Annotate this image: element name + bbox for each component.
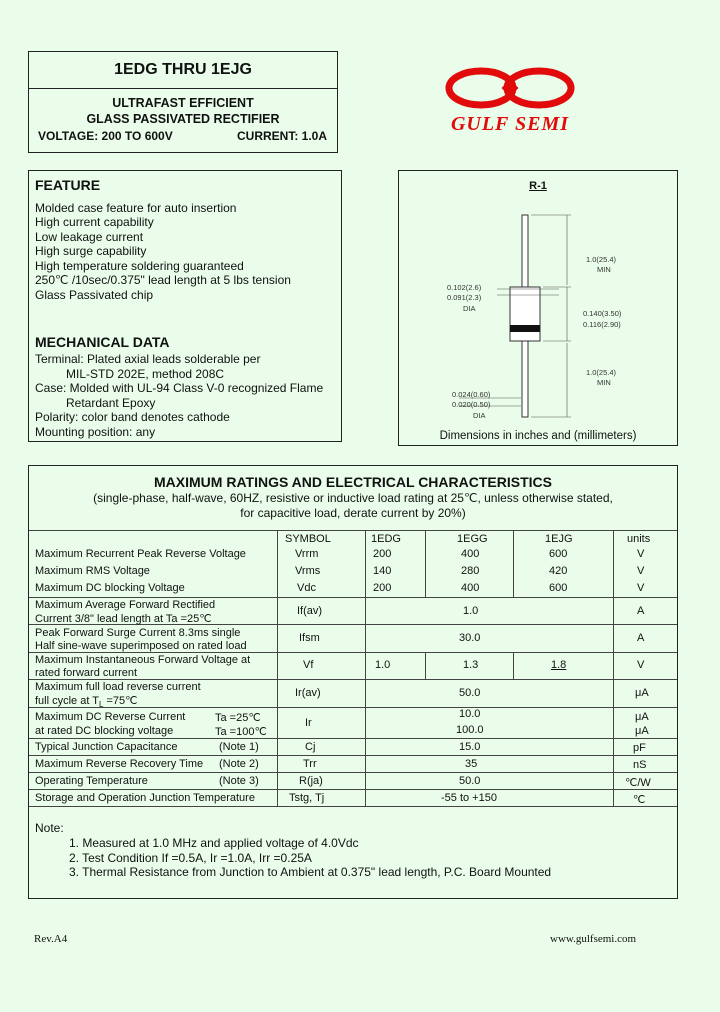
value-vrms-1ejg: 420 [549, 565, 568, 577]
value-ir-25c: 10.0 [459, 708, 481, 720]
cond-ir-2: Ta =100℃ [215, 726, 267, 738]
param-rja: Operating Temperature [35, 775, 148, 787]
value-vrrm-1egg: 400 [461, 548, 480, 560]
value-vrms-1edg: 140 [373, 565, 392, 577]
note-trr: (Note 2) [219, 758, 259, 770]
value-trr: 35 [465, 758, 478, 770]
feature-item: Low leakage current [35, 230, 144, 244]
value-vf-1egg: 1.3 [463, 659, 479, 671]
note-item: 1. Measured at 1.0 MHz and applied voltage of 4.0Vdc [69, 836, 359, 850]
lead-dia-min: 0.020(0.50) [452, 400, 491, 409]
param-vrms: Maximum RMS Voltage [35, 565, 150, 577]
lead-dia-max: 0.024(0.60) [452, 390, 491, 399]
value-ir-100c: 100.0 [456, 724, 484, 736]
symbol-tstg: Tstg, Tj [289, 792, 325, 804]
symbol-trr: Trr [303, 758, 317, 770]
mechanical-item: Case: Molded with UL-94 Class V-0 recognized Flame [35, 381, 324, 395]
symbol-cj: Cj [305, 741, 316, 753]
value-vrms-1egg: 280 [461, 565, 480, 577]
param-tstg: Storage and Operation Junction Temperature [35, 792, 255, 804]
header-1egg: 1EGG [457, 533, 488, 545]
note-item: 2. Test Condition If =0.5A, Ir =1.0A, Irr =0.25A [69, 851, 312, 865]
note-cj: (Note 1) [219, 741, 259, 753]
value-vf-1ejg: 1.8 [551, 659, 567, 671]
feature-panel [28, 170, 342, 442]
note-item: 3. Thermal Resistance from Junction to Ambient at 0.375" lead length, P.C. Board Mounted [69, 865, 552, 879]
param-irav-2: full cycle at $T_L$ =75℃ [35, 695, 138, 710]
feature-title: FEATURE [35, 177, 101, 193]
lead-top-length: 1.0(25.4) [586, 255, 617, 264]
value-vdc-1egg: 400 [461, 582, 480, 594]
param-vf-2: rated forward current [35, 667, 138, 679]
param-ir-2: at rated DC blocking voltage [35, 725, 174, 737]
unit-ifav: A [637, 605, 645, 617]
value-cj: 15.0 [459, 741, 481, 753]
notes-title: Note: [35, 821, 64, 835]
unit-vdc: V [637, 582, 645, 594]
symbol-vrms: Vrms [295, 565, 321, 577]
diode-outline-drawing [399, 171, 677, 445]
symbol-rja: R(ja) [299, 775, 323, 787]
body-length-min: 0.116(2.90) [583, 320, 621, 329]
symbol-ir: Ir [305, 717, 312, 729]
unit-trr: nS [633, 759, 647, 771]
mechanical-item: Mounting position: any [35, 425, 156, 439]
current-rating: CURRENT: 1.0A [236, 129, 327, 143]
param-ifsm-1: Peak Forward Surge Current 8.3ms single [35, 627, 241, 639]
unit-ir-1: μA [635, 711, 649, 723]
logo-text: GULF SEMI [450, 113, 570, 135]
header-units: units [627, 533, 651, 545]
symbol-ifav: If(av) [297, 605, 323, 617]
title-line-2: GLASS PASSIVATED RECTIFIER [86, 112, 280, 126]
lead-top-min: MIN [597, 265, 611, 274]
param-ir-1: Maximum DC Reverse Current [35, 711, 186, 723]
feature-item: Molded case feature for auto insertion [35, 201, 237, 215]
unit-vf: V [637, 659, 645, 671]
value-vdc-1ejg: 600 [549, 582, 568, 594]
voltage-rating: VOLTAGE: 200 TO 600V [38, 129, 173, 143]
feature-item: Glass Passivated chip [35, 288, 154, 302]
value-ifav: 1.0 [463, 605, 479, 617]
unit-ifsm: A [637, 632, 645, 644]
ratings-subtitle-2: for capacitive load, derate current by 20%) [240, 506, 466, 520]
package-name: R-1 [529, 180, 547, 192]
unit-rja: ℃/W [625, 777, 651, 789]
symbol-vrrm: Vrrm [295, 548, 319, 560]
header-1ejg: 1EJG [545, 533, 573, 545]
symbol-irav: Ir(av) [295, 687, 321, 699]
param-irav-1: Maximum full load reverse current [35, 681, 201, 693]
ratings-subtitle-1: (single-phase, half-wave, 60HZ, resistive or inductive load rating at 25℃, unless otherwise stated, [93, 491, 613, 505]
param-ifsm-2: Half sine-wave superimposed on rated load [35, 640, 247, 652]
ratings-table-panel [28, 465, 678, 899]
symbol-ifsm: Ifsm [299, 632, 320, 644]
body-dia-max: 0.102(2.6) [447, 283, 482, 292]
mechanical-item: Retardant Epoxy [66, 396, 156, 410]
revision-label: Rev.A4 [34, 933, 68, 945]
mechanical-item: MIL-STD 202E, method 208C [66, 367, 225, 381]
feature-item: 250℃ /10sec/0.375" lead length at 5 lbs tension [35, 273, 291, 287]
mechanical-item: Terminal: Plated axial leads solderable per [35, 352, 261, 366]
unit-irav: μA [635, 687, 649, 699]
value-rja: 50.0 [459, 775, 481, 787]
param-vf-1: Maximum Instantaneous Forward Voltage at [35, 654, 251, 666]
feature-item: High temperature soldering guaranteed [35, 259, 244, 273]
param-vdc: Maximum DC blocking Voltage [35, 582, 185, 594]
note-rja: (Note 3) [219, 775, 259, 787]
param-cj: Typical Junction Capacitance [35, 741, 178, 753]
body-length-max: 0.140(3.50) [583, 309, 622, 318]
package-drawing-panel [398, 170, 678, 446]
ratings-title: MAXIMUM RATINGS AND ELECTRICAL CHARACTERISTICS [154, 474, 552, 490]
unit-vrrm: V [637, 548, 645, 560]
lead-bottom-min: MIN [597, 378, 611, 387]
title-block [28, 51, 338, 153]
lead-dia-label: DIA [473, 411, 486, 420]
value-tstg: -55 to +150 [441, 792, 497, 804]
lead-bottom-length: 1.0(25.4) [586, 368, 617, 377]
unit-tstg: ℃ [633, 794, 646, 806]
body-dia-min: 0.091(2.3) [447, 293, 482, 302]
website-link[interactable]: www.gulfsemi.com [550, 933, 637, 945]
header-1edg: 1EDG [371, 533, 401, 545]
value-vrrm-1edg: 200 [373, 548, 392, 560]
header-symbol: SYMBOL [285, 533, 331, 545]
dimensions-caption: Dimensions in inches and (millimeters) [439, 430, 637, 442]
unit-cj: pF [633, 742, 646, 754]
mechanical-title: MECHANICAL DATA [35, 334, 170, 350]
cond-ir-1: Ta =25℃ [215, 712, 261, 724]
unit-vrms: V [637, 565, 645, 577]
unit-ir-2: μA [635, 725, 649, 737]
title-line-1: ULTRAFAST EFFICIENT [112, 96, 254, 110]
param-ifav-1: Maximum Average Forward Rectified [35, 599, 216, 611]
part-range-title: 1EDG THRU 1EJG [29, 52, 337, 89]
value-vrrm-1ejg: 600 [549, 548, 568, 560]
symbol-vf: Vf [303, 659, 314, 671]
feature-item: High surge capability [35, 244, 147, 258]
value-irav: 50.0 [459, 687, 481, 699]
value-vf-1edg: 1.0 [375, 659, 391, 671]
param-ifav-2: Current 3/8" lead length at Ta =25℃ [35, 613, 212, 625]
value-ifsm: 30.0 [459, 632, 481, 644]
value-vdc-1edg: 200 [373, 582, 392, 594]
gulf-semi-logo-icon [440, 62, 580, 116]
param-vrrm: Maximum Recurrent Peak Reverse Voltage [35, 548, 246, 560]
mechanical-item: Polarity: color band denotes cathode [35, 410, 230, 424]
feature-item: High current capability [35, 215, 154, 229]
symbol-vdc: Vdc [297, 582, 316, 594]
body-dia-label: DIA [463, 304, 476, 313]
param-trr: Maximum Reverse Recovery Time [35, 758, 204, 770]
